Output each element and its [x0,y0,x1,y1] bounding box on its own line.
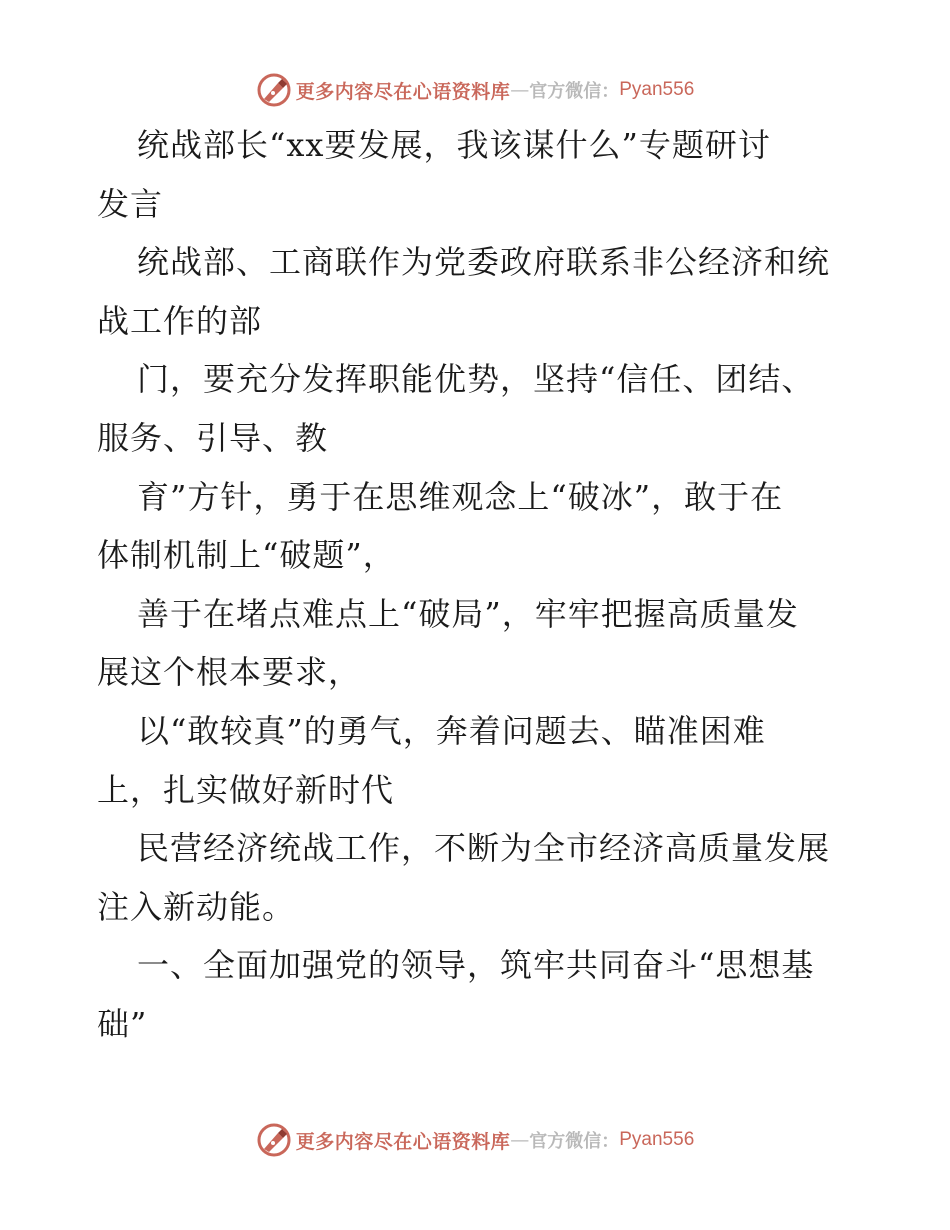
banner-wechat-id: Pyan556 [619,79,695,100]
paragraph-line: 展这个根本要求， [97,653,362,692]
banner-content [256,72,695,108]
banner-title: 更多内容尽在心语资料库 [295,1130,511,1153]
paragraph-line: 统战部、工商联作为党委政府联系非公经济和统 [137,243,831,282]
paragraph-line: 善于在堵点难点上“破局”，牢牢把握高质量发 [137,594,799,633]
banner-wechat-id: Pyan556 [619,1129,695,1150]
document-body [97,116,857,1054]
paragraph-line: 上，扎实做好新时代 [97,770,395,809]
footer-banner [0,1120,950,1160]
paragraph-line: 注入新动能。 [97,887,296,926]
pen-nib-logo-icon [256,1122,292,1158]
banner-title: 更多内容尽在心语资料库 [295,80,511,103]
section-heading-line: 础” [97,1004,148,1043]
banner-wechat-label: 官方微信： [529,81,620,102]
paragraph-line: 体制机制上“破题”， [97,536,396,575]
title-line: 发言 [97,184,164,223]
paragraph-line: 战工作的部 [97,301,263,340]
section-heading-line: 一、全面加强党的领导，筑牢共同奋斗“思想基 [137,946,815,985]
banner-dash: — [510,1129,530,1151]
paragraph-line: 民营经济统战工作，不断为全市经济高质量发展 [137,829,831,868]
paragraph-line: 门，要充分发挥职能优势，坚持“信任、团结、 [137,360,815,399]
banner-content [256,1122,695,1158]
pen-nib-logo-icon [256,72,292,108]
title-line: 统战部长“xx要发展，我该谋什么”专题研讨 [137,126,771,164]
banner-dash: — [510,79,530,101]
header-banner [0,70,950,110]
banner-wechat-label: 官方微信： [529,1131,620,1152]
paragraph-line: 育”方针，勇于在思维观念上“破冰”，敢于在 [137,477,784,516]
paragraph-line: 服务、引导、教 [97,418,329,457]
paragraph-line: 以“敢较真”的勇气，奔着问题去、瞄准困难 [137,711,766,750]
